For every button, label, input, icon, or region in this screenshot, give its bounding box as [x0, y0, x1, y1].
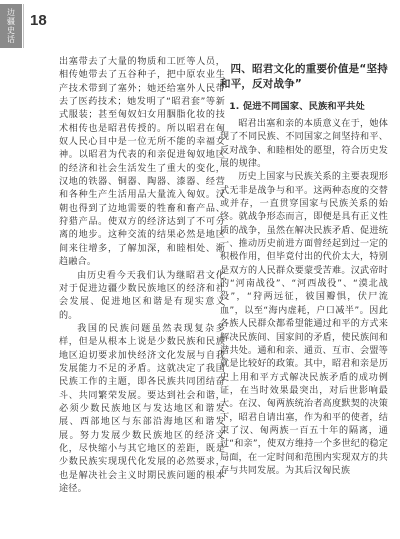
page-number: 18: [30, 12, 47, 29]
side-tab-label: 边疆史话: [6, 8, 16, 44]
section-title: 四、昭君文化的重要价值是“坚持和平，反对战争”: [220, 63, 388, 90]
header-divider: [23, 4, 24, 48]
side-section-tab: [0, 4, 22, 48]
right-text-column: [220, 62, 388, 478]
subsection-title: 1. 促进不同国家、民族和平共处: [229, 101, 365, 112]
left-paragraph-3: 我国的民族问题虽然表现复杂多样，但是从根本上说是少数民族和民族地区迫切要求加快经济文化发展与自我发展能力不足的矛盾。这就决定了我国民族工作的主题，即各民族共同团结奋斗、共同繁荣发展。要达到社会和谐，必须少数民族地区与发达地区和谐发展、西部地区与东部沿海地区和谐发展。努力发展少数民族地区的经济文化，尽快缩小与其它地区的差距，既是少数民族实现现代化发展的必然要求，也是解决社会主义时期民族问题的根本途径。: [59, 323, 225, 494]
right-paragraph-1: 昭君出塞和亲的本质意义在于，她体现了不同民族、不同国家之间坚持和平、反对战争、和睦相处的愿望，符合历史发展的规律。: [220, 119, 388, 170]
left-text-column: [59, 56, 225, 496]
left-paragraph-2: 由历史看今天我们认为继昭君文化对于促进边疆少数民族地区的经济和社会发展、促进地区和谐是有现实意义的。: [59, 270, 225, 321]
left-paragraph-1: 出塞带去了大量的物质和工匠等人员，相传她带去了五谷种子，把中原农业生产技术带到了塞外；她还给塞外人民带去了医药技术；她发明了“昭君套”等新式服装；甚至匈奴妇女用胭脂化妆的技术相传也是昭君传授的。所以昭君在匈奴人民心目中是一位无所不能的幸福女神。以昭君为代表的和亲促进匈奴地区的经济和社会生活发生了重大的变化，汉地的铁器、铜器、陶器、漆器、经营和各种生产生活用品大量流入匈奴。汉朝也得到了边地需要的牲畜和畜产品、狩猎产品。使双方的经济达到了不可分离的地步。这种交流的结果必然是地区间来往增多，了解加深，和睦相处、渐趋融合。: [59, 57, 225, 268]
right-paragraph-2: 历史上国家与民族关系的主要表现形式无非是战争与和平。这两种态度的交替或并存，一直贯穿国家与民族关系的始终。就战争形态而言，即便是具有正义性质的战争，虽然在解决民族矛盾、促进统一、推动历史前进方面曾经起到过一定的积极作用，但毕竟付出的代价太大，特别是双方的人民群众要蒙受苦难。汉武帝时的“河南战役”、“河西战役”、“漠北战役”，“狩两远征，彼国瓣惧，伏尸流血”，以至“海内虚耗，户口减半”。因此各族人民群众都希望能通过和平的方式来解决民族间、国家间的矛盾，使民族间和谐共处。通和和亲、通贡、互市、会盟等就是比较好的政策。其中，昭君和亲是历史上用和平方式解决民族矛盾的成功例证，在当时效果最突出，对后世影响最大。在汉、匈两族统治者高度默契的决策下，昭君自请出塞，作为和平的使者，结束了汉、匈两族一百五十年的隔离，通过“和亲”，使双方维持一个多世纪的稳定局面，在一定时间和范围内实现双方的共存与共同发展。为其后汉匈民族: [220, 172, 388, 476]
